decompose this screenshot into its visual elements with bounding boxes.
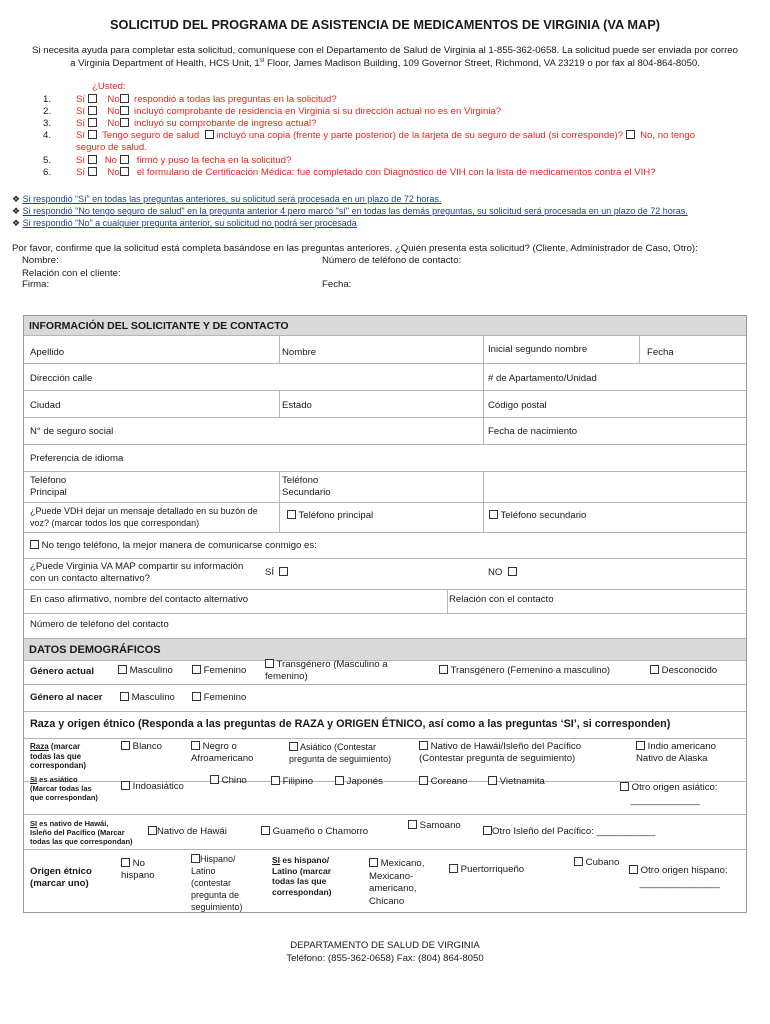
raza-blanco[interactable]: Blanco [121,741,162,752]
direccion-field[interactable]: Dirección calle [30,373,93,384]
checkbox[interactable] [120,692,129,701]
tel-principal-field[interactable]: Teléfono Principal [30,475,67,498]
inicial-field[interactable]: Inicial segundo nombre [488,344,588,355]
hawai-samoano[interactable]: Samoano [408,820,461,831]
diamond-bullet-icon: ❖ [12,206,21,216]
checkbox[interactable] [261,826,270,835]
confirm-telefono[interactable]: Número de teléfono de contacto: [322,255,462,266]
checkbox[interactable] [30,540,39,549]
footer-contact: Teléfono: (855-362-0658) Fax: (804) 864-8050 [286,953,484,964]
checkbox[interactable] [271,776,280,785]
intro-line-2: a Virginia Department of Health, HCS Unit, 1st Floor, James Madison Building, 109 Governor Street, Richmond, VA 23219 o por fax al 804-864-8050. [70,58,700,70]
idioma-field[interactable]: Preferencia de idioma [30,453,124,464]
genero-masculino[interactable]: Masculino [118,665,173,676]
checkbox[interactable] [289,742,298,751]
hispano-otro[interactable]: Otro origen hispano: _______________ [629,864,728,890]
checkbox[interactable] [408,820,417,829]
compartir-si[interactable]: SÍ [265,567,288,578]
yes-checkbox[interactable] [88,155,97,164]
checkbox[interactable] [192,665,201,674]
compartir-no[interactable]: NO [488,567,517,578]
checkbox[interactable] [265,659,274,668]
confirm-firma[interactable]: Firma: [22,279,50,290]
si-hispano-label: SI es hispano/ Latino (marcar todas las que correspondan) [272,855,332,897]
no-telefono-option[interactable]: No tengo teléfono, la mejor manera de comunicarse conmigo es: [30,540,317,551]
relacion-contacto-field[interactable]: Relación con el contacto [449,594,554,605]
checkbox[interactable] [650,665,659,674]
asiatico-coreano[interactable]: Coreano [419,776,467,787]
nacer-femenino[interactable]: Femenino [192,692,246,703]
footer-department: DEPARTAMENTO DE SALUD DE VIRGINIA [290,940,480,951]
no-insurance-checkbox[interactable] [626,130,635,139]
checkbox[interactable] [449,864,458,873]
genero-desconocido[interactable]: Desconocido [650,665,717,676]
checklist-item-6: 6. Sí No el formulario de Certificación Médica: fue completado con Diagnóstico de VIH con la lista de medicamentos contra el VIH? [43,167,656,178]
nombre-field[interactable]: Nombre [282,347,317,358]
asiatico-japones[interactable]: Japonés [335,776,383,787]
hawai-otro[interactable]: Otro Isleño del Pacífico: ___________ [483,826,655,837]
asiatico-vietnamita[interactable]: Vietnamita [488,776,545,787]
no-checkbox[interactable] [120,155,129,164]
checkbox[interactable] [210,775,219,784]
checkbox[interactable] [488,776,497,785]
checkbox[interactable] [636,741,645,750]
genero-trans-fm[interactable]: Transgénero (Femenino a masculino) [439,665,610,676]
opt-tel-principal[interactable]: Teléfono principal [287,510,373,521]
origen-hispano[interactable]: Hispano/ Latino (contestar pregunta de seguimiento) [191,854,243,912]
opt-tel-secundario[interactable]: Teléfono secundario [489,510,586,521]
note-1: ❖ Si respondió “Sí” en todas las preguntas anteriores, su solicitud será procesada en un plazo de 72 horas. [12,194,442,204]
checkbox[interactable] [191,854,200,863]
origen-label: Origen étnico (marcar uno) [30,866,92,889]
yes-checkbox[interactable] [88,94,97,103]
checkbox[interactable] [439,665,448,674]
raza-indio[interactable]: Indio americano Nativo de Alaska [636,741,716,764]
intro-line-1: Si necesita ayuda para completar esta solicitud, comuníquese con el Departamento de Salud de Virginia al 1-855-362-0658. La solicitud puede ser enviada por correo [32,45,738,56]
contacto-alt-field[interactable]: En caso afirmativo, nombre del contacto alternativo [30,594,249,605]
checkbox[interactable] [148,826,157,835]
ssn-field[interactable]: N° de seguro social [30,426,114,437]
checkbox[interactable] [489,510,498,519]
tel-contacto-field[interactable]: Número de teléfono del contacto [30,619,169,630]
checkbox[interactable] [620,782,629,791]
hawai-nativo[interactable]: Nativo de Hawái [148,826,227,837]
apellido-field[interactable]: Apellido [30,347,65,358]
checkbox[interactable] [335,776,344,785]
asiatico-indoasiatico[interactable]: Indoasiático [121,781,184,792]
diamond-bullet-icon: ❖ [12,218,21,228]
si-hawai-label: SI es nativo de Hawái, Isleño del Pacífico (Marcar todas las que correspondan) [30,819,133,846]
checkbox[interactable] [508,567,517,576]
note-2: ❖ Si respondió "No tengo seguro de salud" en la pregunta anterior 4 pero marcó "sí" en todas las demás preguntas, su solicitud será procesada en un plazo de 72 horas. [12,206,688,216]
checkbox[interactable] [483,826,492,835]
checkbox[interactable] [118,665,127,674]
checkbox[interactable] [121,781,130,790]
diamond-bullet-icon: ❖ [12,194,21,204]
yes-checkbox[interactable] [88,130,97,139]
estado-field[interactable]: Estado [282,400,312,411]
section-header-applicant: INFORMACIÓN DEL SOLICITANTE Y DE CONTACTO [24,316,746,335]
checkbox[interactable] [121,741,130,750]
yes-checkbox[interactable] [88,106,97,115]
yes-checkbox[interactable] [88,167,97,176]
no-checkbox[interactable] [120,94,129,103]
no-checkbox[interactable] [120,167,129,176]
si-asiatico-label: SI es asiático (Marcar todas las que correspondan) [30,775,98,802]
genero-trans-mf[interactable]: Transgénero (Masculino a femenino) [265,659,388,682]
raza-hawai[interactable]: Nativo de Hawái/Isleño del Pacífico (Contestar pregunta de seguimiento) [419,741,582,764]
application-form [23,315,747,913]
note-3: ❖ Si respondió “No” a cualquier pregunta anterior, su solicitud no podrá ser procesada [12,218,357,228]
nacer-masculino[interactable]: Masculino [120,692,175,703]
hispano-cubano[interactable]: Cubano [574,857,619,868]
mensaje-question: ¿Puede VDH dejar un mensaje detallado en su buzón de voz? (marcar todos los que correspondan) [30,506,258,528]
confirm-fecha[interactable]: Fecha: [322,279,352,290]
confirm-question: Por favor, confirme que la solicitud está completa basándose en las preguntas anteriores. ¿Quién presenta esta solicitud? (Cliente, Administrador de Caso, Otro): [12,243,698,254]
hispano-mexicano[interactable]: Mexicano, Mexicano- americano, Chicano [369,858,425,907]
checklist-item-2: 2. Sí No incluyó comprobante de residencia en Virginia si su dirección actual no es en Virginia? [43,106,502,117]
asiatico-chino[interactable]: Chino [210,775,247,786]
checkbox[interactable] [419,741,428,750]
hawai-guameno[interactable]: Guameño o Chamorro [261,826,368,837]
raza-label: Raza (marcar todas las que correspondan) [30,742,87,770]
checklist-item-4-cont: seguro de salud. [76,142,147,153]
checklist-item-5: 5. Sí No firmó y puso la fecha en la solicitud? [43,155,292,166]
confirm-relacion[interactable]: Relación con el cliente: [22,268,121,279]
checkbox[interactable] [369,858,378,867]
raza-negro[interactable]: Negro o Afroamericano [191,741,254,764]
copy-checkbox[interactable] [205,130,214,139]
yes-checkbox[interactable] [88,118,97,127]
no-checkbox[interactable] [120,106,129,115]
compartir-question: ¿Puede Virginia VA MAP compartir su información con un contacto alternativo? [30,561,244,584]
genero-actual-label: Género actual [30,666,94,677]
tel-secundario-field[interactable]: Teléfono Secundario [282,475,331,498]
genero-nacer-label: Género al nacer [30,692,103,703]
checkbox[interactable] [121,858,130,867]
checklist-item-3: 3. Sí No incluyó su comprobante de ingreso actual? [43,118,317,129]
apto-field[interactable]: # de Apartamento/Unidad [488,373,597,384]
confirm-nombre[interactable]: Nombre: [22,255,59,266]
checkbox[interactable] [192,692,201,701]
checkbox[interactable] [287,510,296,519]
nacimiento-field[interactable]: Fecha de nacimiento [488,426,578,437]
checkbox[interactable] [629,865,638,874]
raza-asiatico[interactable]: Asiático (Contestar pregunta de seguimiento) [289,742,392,764]
fecha-field[interactable]: Fecha [647,347,674,358]
genero-femenino[interactable]: Femenino [192,665,246,676]
no-checkbox[interactable] [120,118,129,127]
section-header-demographics: DATOS DEMOGRÁFICOS [24,639,746,660]
checklist-item-1: 1. Sí No respondió a todas las preguntas en la solicitud? [43,94,337,105]
checkbox[interactable] [191,741,200,750]
hispano-puertorriqueno[interactable]: Puertorriqueño [449,864,524,875]
checkbox[interactable] [574,857,583,866]
ciudad-field[interactable]: Ciudad [30,400,61,411]
codigo-postal-field[interactable]: Código postal [488,400,547,411]
page-title: SOLICITUD DEL PROGRAMA DE ASISTENCIA DE MEDICAMENTOS DE VIRGINIA (VA MAP) [109,17,661,32]
checkbox[interactable] [279,567,288,576]
checkbox[interactable] [419,776,428,785]
asiatico-filipino[interactable]: Filipino [271,776,313,787]
checklist-item-4: 4. Sí Tengo seguro de salud incluyó una copia (frente y parte posterior) de la tarjeta de su seguro de salud (si corresponde)? No, no tengo [43,130,696,141]
asiatico-otro[interactable]: Otro origen asiático: _____________ [620,781,718,807]
checklist-heading: ¿Usted: [92,81,126,92]
origen-no-hispano[interactable]: No hispano [121,858,155,881]
raza-heading: Raza y origen étnico (Responda a las preguntas de RAZA y ORIGEN ÉTNICO, así como a las preguntas ‘SI’, si corresponden) [30,718,671,730]
